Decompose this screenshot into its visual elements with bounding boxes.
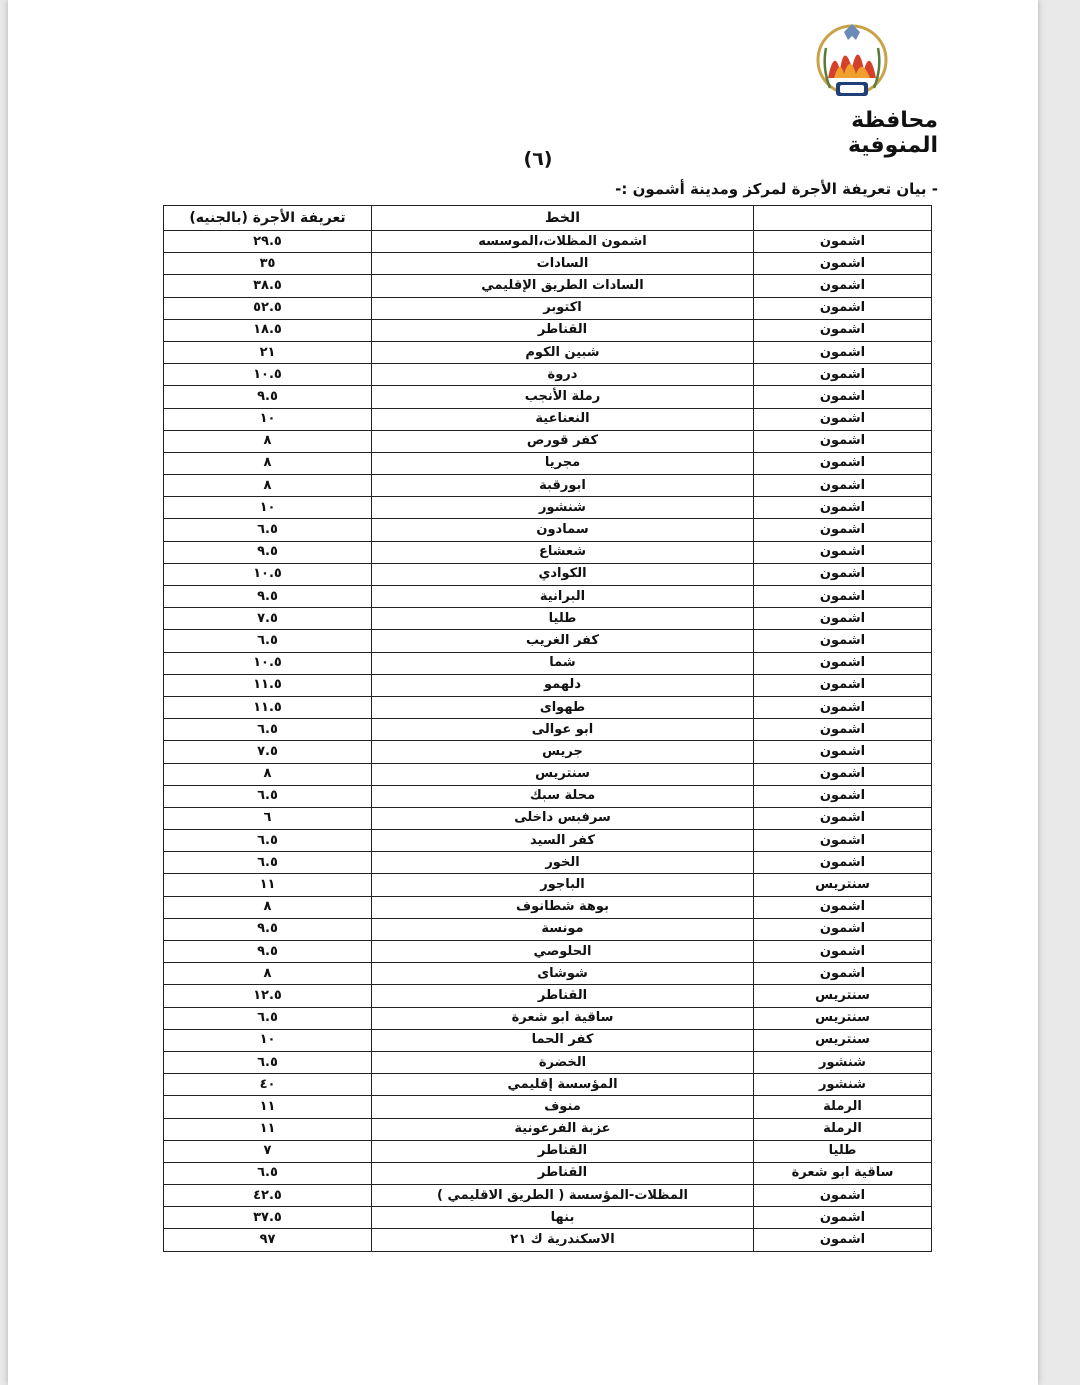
table-row (164, 1007, 932, 1029)
origin-cell: اشمون (754, 630, 932, 652)
line-cell: شما (372, 652, 754, 674)
table-row (164, 497, 932, 519)
table-row (164, 741, 932, 763)
governorate-title: محافظة المنوفية (847, 108, 938, 158)
fare-cell: ٩.٥ (164, 586, 372, 608)
line-cell: الحلوصي (372, 941, 754, 963)
table-row (164, 941, 932, 963)
line-cell: كفر الحما (372, 1029, 754, 1051)
line-cell: سمادون (372, 519, 754, 541)
fare-cell: ١٠.٥ (164, 563, 372, 585)
fare-cell: ١٨.٥ (164, 319, 372, 341)
table-row (164, 852, 932, 874)
fare-cell: ٦.٥ (164, 519, 372, 541)
line-cell: كفر الغريب (372, 630, 754, 652)
fare-cell: ١٠.٥ (164, 652, 372, 674)
origin-cell: شنشور (754, 1051, 932, 1073)
origin-cell: اشمون (754, 231, 932, 253)
governorate-emblem-icon (814, 18, 890, 110)
table-row (164, 785, 932, 807)
fare-cell: ٨ (164, 963, 372, 985)
table-row (164, 1140, 932, 1162)
line-cell: القناطر (372, 1140, 754, 1162)
origin-cell: اشمون (754, 1185, 932, 1207)
fare-cell: ٨ (164, 763, 372, 785)
table-row (164, 918, 932, 940)
line-cell: المؤسسة إقليمي (372, 1074, 754, 1096)
table-row (164, 563, 932, 585)
fare-table-body (164, 231, 932, 1252)
fare-cell: ٤٢.٥ (164, 1185, 372, 1207)
fare-cell: ٩.٥ (164, 386, 372, 408)
origin-cell: اشمون (754, 719, 932, 741)
line-cell: طليا (372, 608, 754, 630)
origin-cell: اشمون (754, 319, 932, 341)
fare-cell: ٦.٥ (164, 852, 372, 874)
fare-cell: ٥٢.٥ (164, 297, 372, 319)
origin-cell: اشمون (754, 408, 932, 430)
fare-cell: ٦.٥ (164, 830, 372, 852)
table-row (164, 541, 932, 563)
table-row (164, 408, 932, 430)
origin-cell: اشمون (754, 1229, 932, 1251)
fare-cell: ٨ (164, 430, 372, 452)
fare-cell: ٧.٥ (164, 741, 372, 763)
line-cell: جريس (372, 741, 754, 763)
origin-cell: اشمون (754, 941, 932, 963)
table-row (164, 364, 932, 386)
table-row (164, 1118, 932, 1140)
table-row (164, 1029, 932, 1051)
line-cell: مجريا (372, 452, 754, 474)
line-cell: بنها (372, 1207, 754, 1229)
line-cell: الباجور (372, 874, 754, 896)
origin-cell: اشمون (754, 563, 932, 585)
fare-cell: ١٠.٥ (164, 364, 372, 386)
page-number: (٦) (523, 148, 553, 170)
origin-cell: اشمون (754, 674, 932, 696)
line-cell: شعشاع (372, 541, 754, 563)
fare-cell: ٩.٥ (164, 941, 372, 963)
header-fare: تعريفة الأجرة (بالجنيه) (164, 206, 372, 231)
line-cell: القناطر (372, 1162, 754, 1184)
line-cell: ساقية ابو شعرة (372, 1007, 754, 1029)
table-row (164, 963, 932, 985)
table-header-row (164, 206, 932, 231)
table-row (164, 763, 932, 785)
table-row (164, 1162, 932, 1184)
table-row (164, 985, 932, 1007)
origin-cell: الرملة (754, 1118, 932, 1140)
origin-cell: اشمون (754, 430, 932, 452)
line-cell: سرفبس داخلى (372, 807, 754, 829)
table-row (164, 874, 932, 896)
fare-cell: ٩.٥ (164, 918, 372, 940)
fare-cell: ٣٥ (164, 253, 372, 275)
table-row (164, 1051, 932, 1073)
table-row (164, 297, 932, 319)
origin-cell: ساقية ابو شعرة (754, 1162, 932, 1184)
line-cell: كفر قورص (372, 430, 754, 452)
line-cell: بوهة شطانوف (372, 896, 754, 918)
origin-cell: اشمون (754, 741, 932, 763)
table-row (164, 719, 932, 741)
line-cell: الكوادي (372, 563, 754, 585)
line-cell: شبين الكوم (372, 341, 754, 363)
line-cell: كفر السيد (372, 830, 754, 852)
table-row (164, 519, 932, 541)
origin-cell: اشمون (754, 386, 932, 408)
table-row (164, 1185, 932, 1207)
fare-cell: ٨ (164, 452, 372, 474)
origin-cell: اشمون (754, 297, 932, 319)
fare-cell: ٦.٥ (164, 785, 372, 807)
origin-cell: اشمون (754, 696, 932, 718)
table-row (164, 475, 932, 497)
fare-cell: ٩٧ (164, 1229, 372, 1251)
origin-cell: طليا (754, 1140, 932, 1162)
origin-cell: اشمون (754, 785, 932, 807)
origin-cell: سنتريس (754, 874, 932, 896)
fare-cell: ٤٠ (164, 1074, 372, 1096)
table-row (164, 696, 932, 718)
fare-cell: ٦.٥ (164, 1007, 372, 1029)
fare-cell: ٨ (164, 896, 372, 918)
line-cell: ابو عوالى (372, 719, 754, 741)
table-row (164, 386, 932, 408)
line-cell: طهواى (372, 696, 754, 718)
fare-cell: ١٠ (164, 1029, 372, 1051)
table-row (164, 1096, 932, 1118)
fare-cell: ٧.٥ (164, 608, 372, 630)
origin-cell: اشمون (754, 519, 932, 541)
table-row (164, 1074, 932, 1096)
table-row (164, 586, 932, 608)
fare-cell: ٦.٥ (164, 630, 372, 652)
origin-cell: اشمون (754, 586, 932, 608)
fare-cell: ١١.٥ (164, 674, 372, 696)
origin-cell: اشمون (754, 364, 932, 386)
origin-cell: اشمون (754, 830, 932, 852)
fare-table (163, 205, 932, 1252)
origin-cell: الرملة (754, 1096, 932, 1118)
origin-cell: اشمون (754, 963, 932, 985)
origin-cell: اشمون (754, 807, 932, 829)
table-row (164, 319, 932, 341)
table-row (164, 253, 932, 275)
line-cell: ابورقبة (372, 475, 754, 497)
line-cell: النعناعية (372, 408, 754, 430)
line-cell: الاسكندرية ك ٢١ (372, 1229, 754, 1251)
line-cell: اشمون المظلات،الموسسه (372, 231, 754, 253)
fare-cell: ٣٧.٥ (164, 1207, 372, 1229)
table-row (164, 430, 932, 452)
line-cell: السادات (372, 253, 754, 275)
table-row (164, 674, 932, 696)
line-cell: دروة (372, 364, 754, 386)
header-line: الخط (372, 206, 754, 231)
line-cell: البرانية (372, 586, 754, 608)
table-row (164, 896, 932, 918)
origin-cell: اشمون (754, 763, 932, 785)
origin-cell: اشمون (754, 652, 932, 674)
line-cell: السادات الطريق الإقليمي (372, 275, 754, 297)
line-cell: دلهمو (372, 674, 754, 696)
table-row (164, 652, 932, 674)
line-cell: القناطر (372, 985, 754, 1007)
line-cell: اكتوبر (372, 297, 754, 319)
fare-cell: ٦.٥ (164, 719, 372, 741)
line-cell: عزبة الفرعونية (372, 1118, 754, 1140)
fare-table-heading: - بيان تعريفة الأجرة لمركز ومدينة أشمون :- (615, 180, 938, 198)
line-cell: منوف (372, 1096, 754, 1118)
fare-cell: ١١ (164, 1118, 372, 1140)
fare-cell: ٩.٥ (164, 541, 372, 563)
table-row (164, 807, 932, 829)
line-cell: الخضرة (372, 1051, 754, 1073)
fare-cell: ١٠ (164, 408, 372, 430)
fare-cell: ١١ (164, 874, 372, 896)
line-cell: شنشور (372, 497, 754, 519)
origin-cell: اشمون (754, 608, 932, 630)
fare-cell: ٨ (164, 475, 372, 497)
line-cell: رملة الأنجب (372, 386, 754, 408)
origin-cell: اشمون (754, 541, 932, 563)
line-cell: الخور (372, 852, 754, 874)
origin-cell: سنتريس (754, 1007, 932, 1029)
line-cell: القناطر (372, 319, 754, 341)
origin-cell: اشمون (754, 497, 932, 519)
table-row (164, 231, 932, 253)
fare-cell: ١١ (164, 1096, 372, 1118)
origin-cell: اشمون (754, 852, 932, 874)
fare-cell: ٦.٥ (164, 1051, 372, 1073)
fare-cell: ١٠ (164, 497, 372, 519)
table-row (164, 630, 932, 652)
table-row (164, 341, 932, 363)
line-cell: المظلات-المؤسسة ( الطريق الاقليمي ) (372, 1185, 754, 1207)
origin-cell: اشمون (754, 275, 932, 297)
table-row (164, 452, 932, 474)
line-cell: محلة سبك (372, 785, 754, 807)
fare-cell: ٢١ (164, 341, 372, 363)
fare-cell: ١٢.٥ (164, 985, 372, 1007)
origin-cell: اشمون (754, 1207, 932, 1229)
origin-cell: اشمون (754, 896, 932, 918)
origin-cell: اشمون (754, 341, 932, 363)
table-row (164, 608, 932, 630)
table-row (164, 830, 932, 852)
fare-cell: ٣٨.٥ (164, 275, 372, 297)
fare-cell: ١١.٥ (164, 696, 372, 718)
origin-cell: اشمون (754, 475, 932, 497)
line-cell: مونسة (372, 918, 754, 940)
origin-cell: اشمون (754, 253, 932, 275)
line-cell: شوشاى (372, 963, 754, 985)
document-page (8, 0, 1038, 1385)
line-cell: سنتريس (372, 763, 754, 785)
table-row (164, 1207, 932, 1229)
table-row (164, 1229, 932, 1251)
fare-cell: ٢٩.٥ (164, 231, 372, 253)
origin-cell: سنتريس (754, 1029, 932, 1051)
origin-cell: شنشور (754, 1074, 932, 1096)
origin-cell: اشمون (754, 452, 932, 474)
origin-cell: اشمون (754, 918, 932, 940)
origin-cell: سنتريس (754, 985, 932, 1007)
fare-cell: ٦.٥ (164, 1162, 372, 1184)
fare-cell: ٧ (164, 1140, 372, 1162)
header-from-cell (754, 206, 932, 231)
fare-cell: ٦ (164, 807, 372, 829)
table-row (164, 275, 932, 297)
